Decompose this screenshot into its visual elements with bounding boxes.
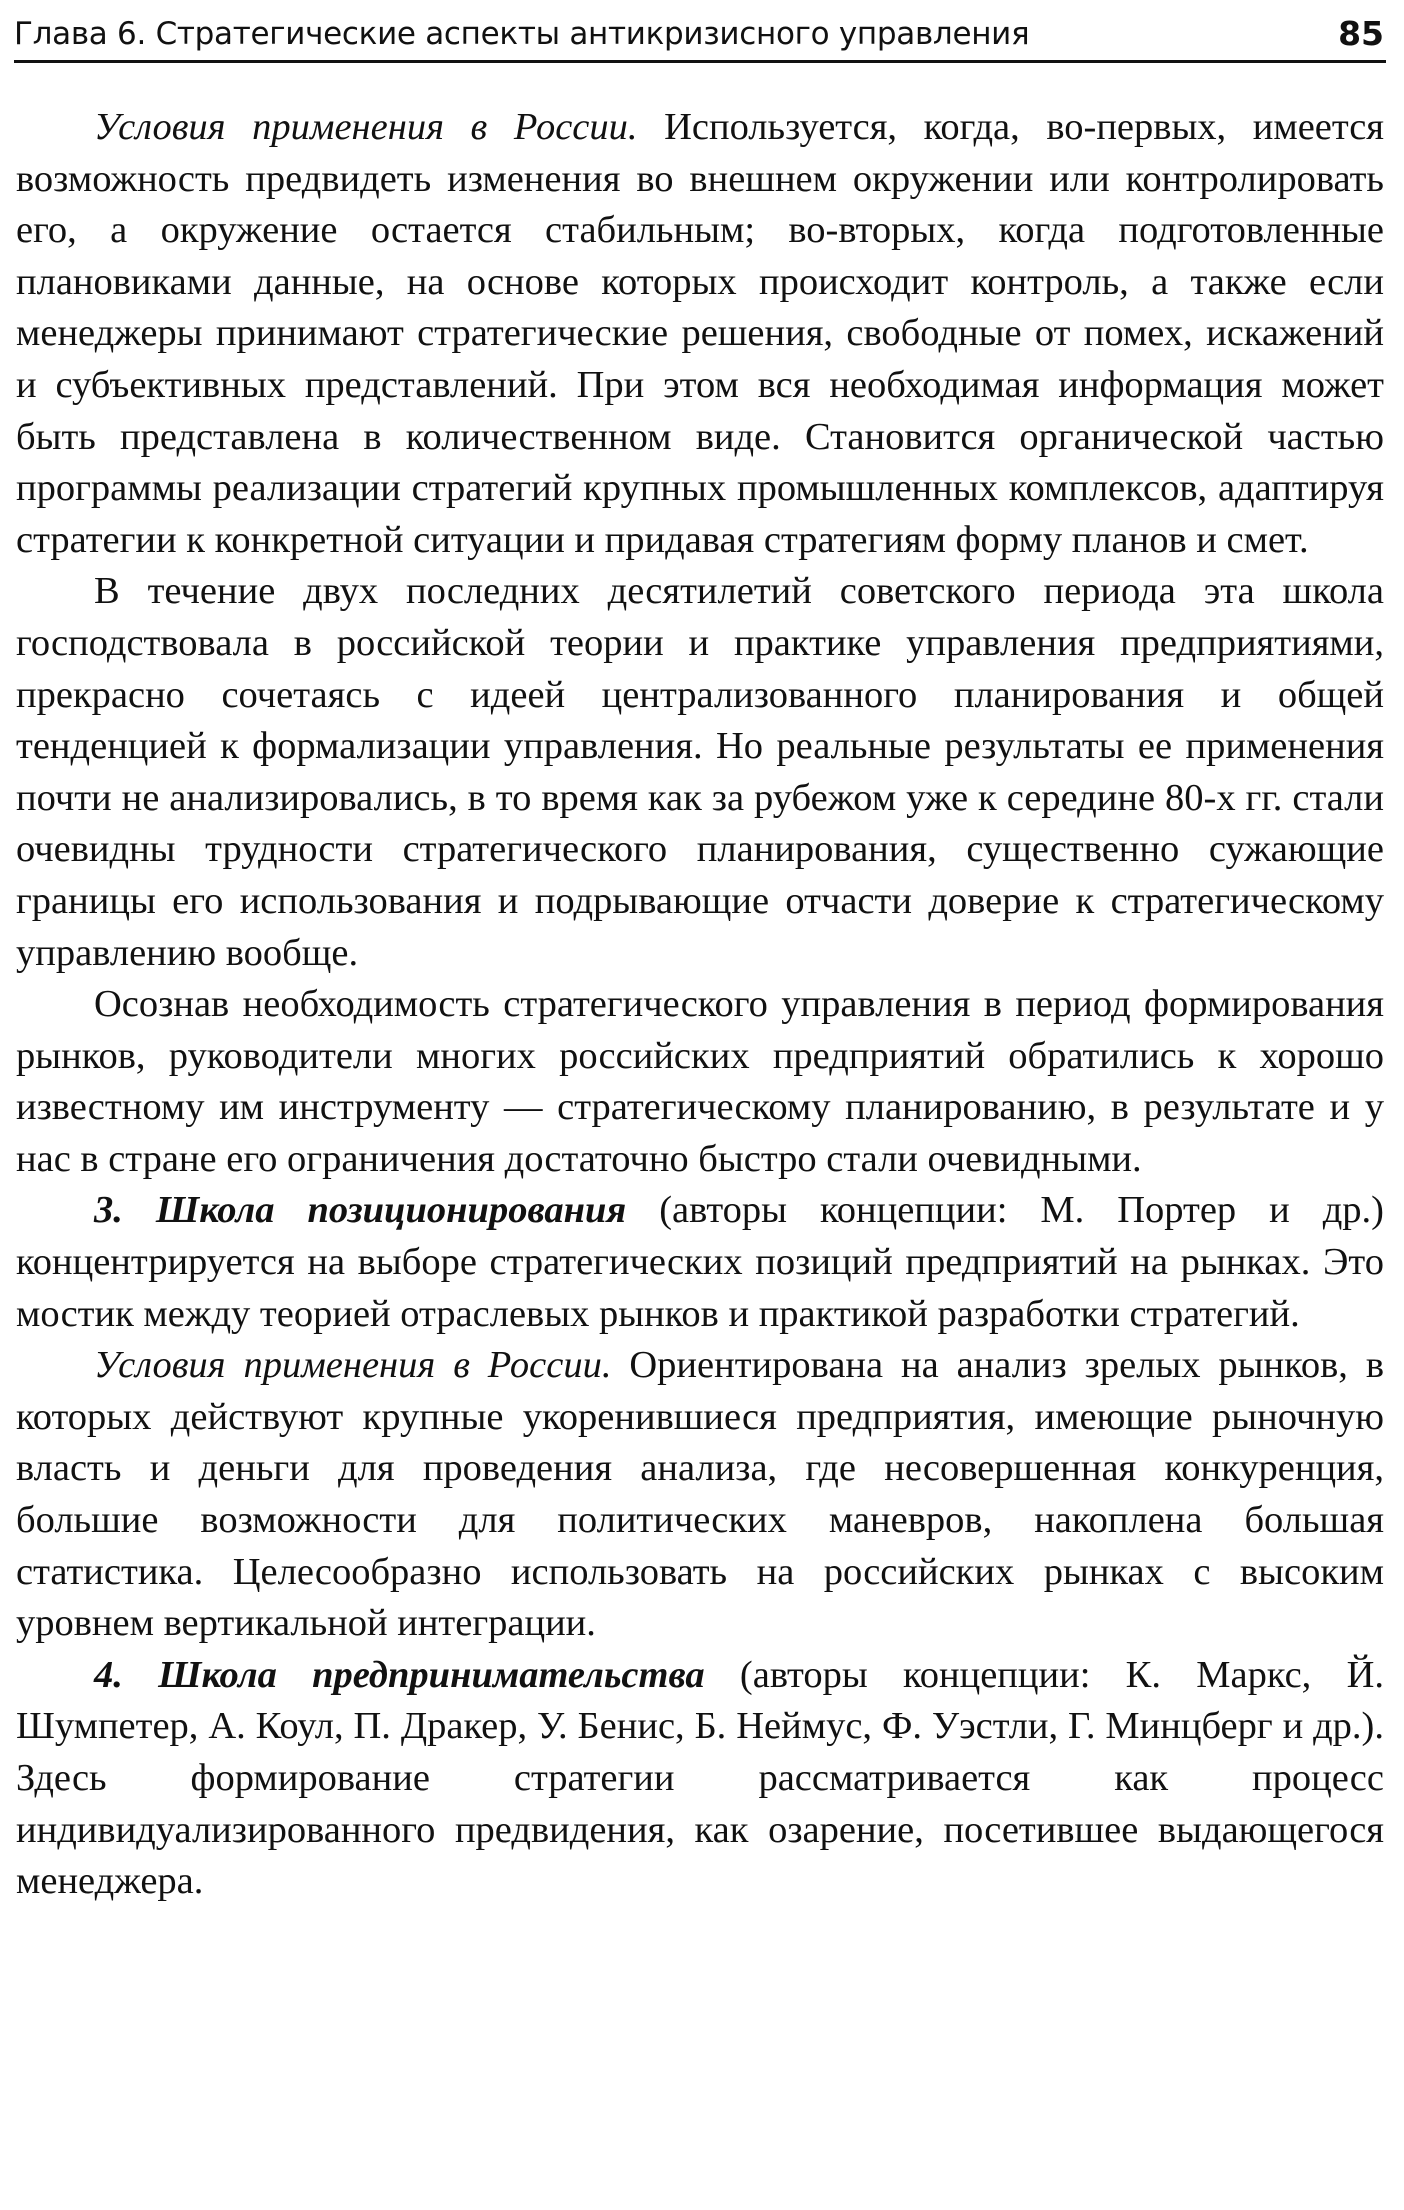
paragraph-text: Используется, когда, во-первых, имеется возможность предвидеть изменения во внешнем окружении или контролировать его, а окружение остается стабильным; во-вторых, когда подготовленные плановиками данные, на основе которых происходит контроль, а также если менеджеры принимают стратегические решения, свободные от помех, искажений и субъективных представлений. При этом вся необходимая информация может быть представлена в количественном виде. Становится органической частью программы реализации стратегий крупных промышленных комплексов, адаптируя стратегии к конкретной ситуации и придавая стратегиям форму планов и смет. — [16, 106, 1384, 561]
paragraph-lead: Условия применения в России. — [94, 106, 638, 148]
paragraph-lead: 3. Школа позиционирования — [94, 1189, 627, 1232]
page-number: 85 — [1338, 14, 1384, 53]
paragraph-lead: 4. Школа предпринимательства — [94, 1653, 705, 1696]
paragraph-conditions-russia-2 — [16, 1340, 1384, 1650]
chapter-title: Глава 6. Стратегические аспекты антикризисного управления — [14, 16, 1030, 52]
paragraph-positioning-school — [16, 1185, 1384, 1340]
paragraph-lead: Условия применения в России. — [94, 1344, 612, 1387]
paragraph-soviet-period — [16, 566, 1384, 979]
paragraph-realization — [16, 979, 1384, 1185]
running-header — [14, 8, 1386, 63]
paragraph-text: Осознав необходимость стратегического управления в период формирования рынков, руководители многих российских предприятий обратились к хорошо известному им инструменту — стратегическому планированию, в результате и у нас в стране его ограничения достаточно быстро стали очевидными. — [16, 983, 1384, 1180]
paragraph-entrepreneurship-school — [16, 1650, 1384, 1908]
paragraph-text: (авторы концепции: К. Маркс, Й. Шумпетер, А. Коул, П. Дракер, У. Бенис, Б. Неймус, Ф. Уэстли, Г. Минцберг и др.). Здесь формирование стратегии рассматривается как процесс индивидуализированного предвидения, как озарение, посетившее выдающегося менеджера. — [16, 1653, 1384, 1903]
paragraph-text: (авторы концепции: М. Портер и др.) концентрируется на выборе стратегических позиций предприятий на рынках. Это мостик между теорией отраслевых рынков и практикой разработки стратегий. — [16, 1189, 1384, 1335]
body-text — [16, 102, 1384, 1908]
paragraph-conditions-russia-1 — [16, 102, 1384, 566]
paragraph-text: Ориентирована на анализ зрелых рынков, в которых действуют крупные укоренившиеся предприятия, имеющие рыночную власть и деньги для проведения анализа, где несовершенная конкуренция, большие возможности для политических маневров, накоплена большая статистика. Целесообразно использовать на российских рынках с высоким уровнем вертикальной интеграции. — [16, 1344, 1384, 1645]
paragraph-text: В течение двух последних десятилетий советского периода эта школа господствовала в российской теории и практике управления предприятиями, прекрасно сочетаясь с идеей централизованного планирования и общей тенденцией к формализации управления. Но реальные результаты ее применения почти не анализировались, в то время как за рубежом уже к середине 80-х гг. стали очевидны трудности стратегического планирования, существенно сужающие границы его использования и подрывающие отчасти доверие к стратегическому управлению вообще. — [16, 570, 1384, 974]
